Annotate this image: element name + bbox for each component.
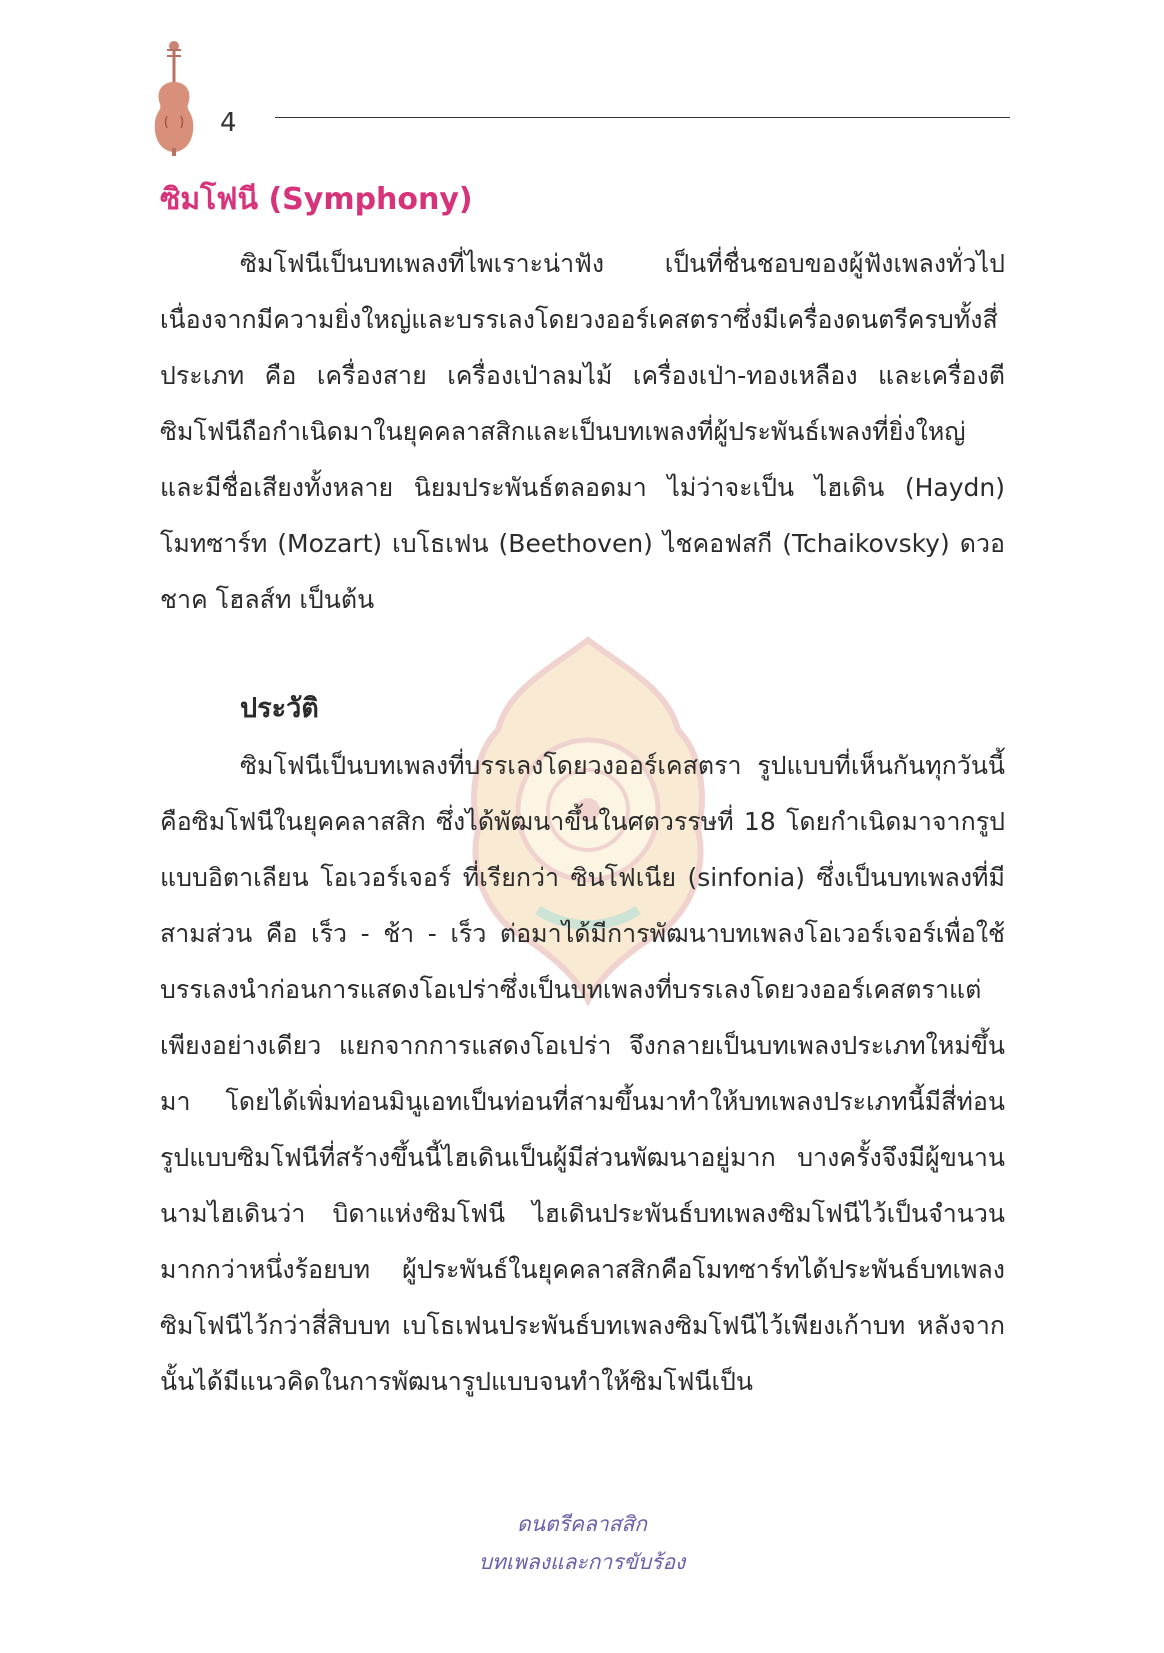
page-header [150, 38, 1010, 168]
intro-paragraph: ซิมโฟนีเป็นบทเพลงที่ไพเราะน่าฟัง เป็นที่ชื่นชอบของผู้ฟังเพลงทั่วไป เนื่องจากมีความยิ่งใหญ่และบรรเลงโดยวงออร์เคสตราซึ่งมีเครื่องดนตรีครบทั้งสี่ประเภท คือ เครื่องสาย เครื่องเป่าลมไม้ เครื่องเป่า-ทองเหลือง และเครื่องตี ซิมโฟนีถือกำเนิดมาในยุคคลาสสิกและเป็นบทเพลงที่ผู้ประพันธ์เพลงที่ยิ่งใหญ่ และมีชื่อเสียงทั้งหลาย นิยมประพันธ์ตลอดมา ไม่ว่าจะเป็น ไฮเดิน (Haydn) โมทซาร์ท (Mozart) เบโธเฟน (Beethoven) ไชคอฟสกี (Tchaikovsky) ดวอชาค โฮลส์ท เป็นต้น [160, 249, 1005, 614]
history-paragraph: ซิมโฟนีเป็นบทเพลงที่บรรเลงโดยวงออร์เคสตรา รูปแบบที่เห็นกันทุกวันนี้คือซิมโฟนีในยุคคลาสสิก ซึ่งได้พัฒนาขึ้นในศตวรรษที่ 18 โดยกำเนิดมาจากรูปแบบอิตาเลียน โอเวอร์เจอร์ ที่เรียกว่า ซินโฟเนีย (sinfonia) ซึ่งเป็นบทเพลงที่มีสามส่วน คือ เร็ว - ช้า - เร็ว ต่อมาได้มีการพัฒนาบทเพลงโอเวอร์เจอร์เพื่อใช้บรรเลงนำก่อนการแสดงโอเปร่าซึ่งเป็นบทเพลงที่บรรเลงโดยวงออร์เคสตราแต่เพียงอย่างเดียว แยกจากการแสดงโอเปร่า จึงกลายเป็นบทเพลงประเภทใหม่ขึ้นมา โดยได้เพิ่มท่อนมินูเอทเป็นท่อนที่สามขึ้นมาทำให้บทเพลงประเภทนี้มีสี่ท่อน รูปแบบซิมโฟนีที่สร้างขึ้นนี้ไฮเดินเป็นผู้มีส่วนพัฒนาอยู่มาก บางครั้งจึงมีผู้ขนานนามไฮเดินว่า บิดาแห่งซิมโฟนี ไฮเดินประพันธ์บทเพลงซิมโฟนีไว้เป็นจำนวนมากกว่าหนึ่งร้อยบท ผู้ประพันธ์ในยุคคลาสสิกคือโมทซาร์ทได้ประพันธ์บทเพลงซิมโฟนีไว้กว่าสี่สิบบท เบโธเฟนประพันธ์บทเพลงซิมโฟนีไว้เพียงเก้าบท หลังจากนั้นได้มีแนวคิดในการพัฒนารูปแบบจนทำให้ซิมโฟนีเป็น [160, 751, 1005, 1396]
page-content [160, 180, 1005, 1410]
page-number: 4 [220, 108, 237, 138]
section-title: ซิมโฟนี (Symphony) [160, 182, 473, 217]
page-footer [0, 1505, 1164, 1581]
violin-icon [150, 38, 198, 158]
footer-line-1: ดนตรีคลาสสิก [517, 1512, 647, 1536]
history-heading: ประวัติ [240, 693, 319, 724]
header-rule [275, 117, 1010, 118]
footer-line-2: บทเพลงและการขับร้อง [478, 1550, 686, 1574]
